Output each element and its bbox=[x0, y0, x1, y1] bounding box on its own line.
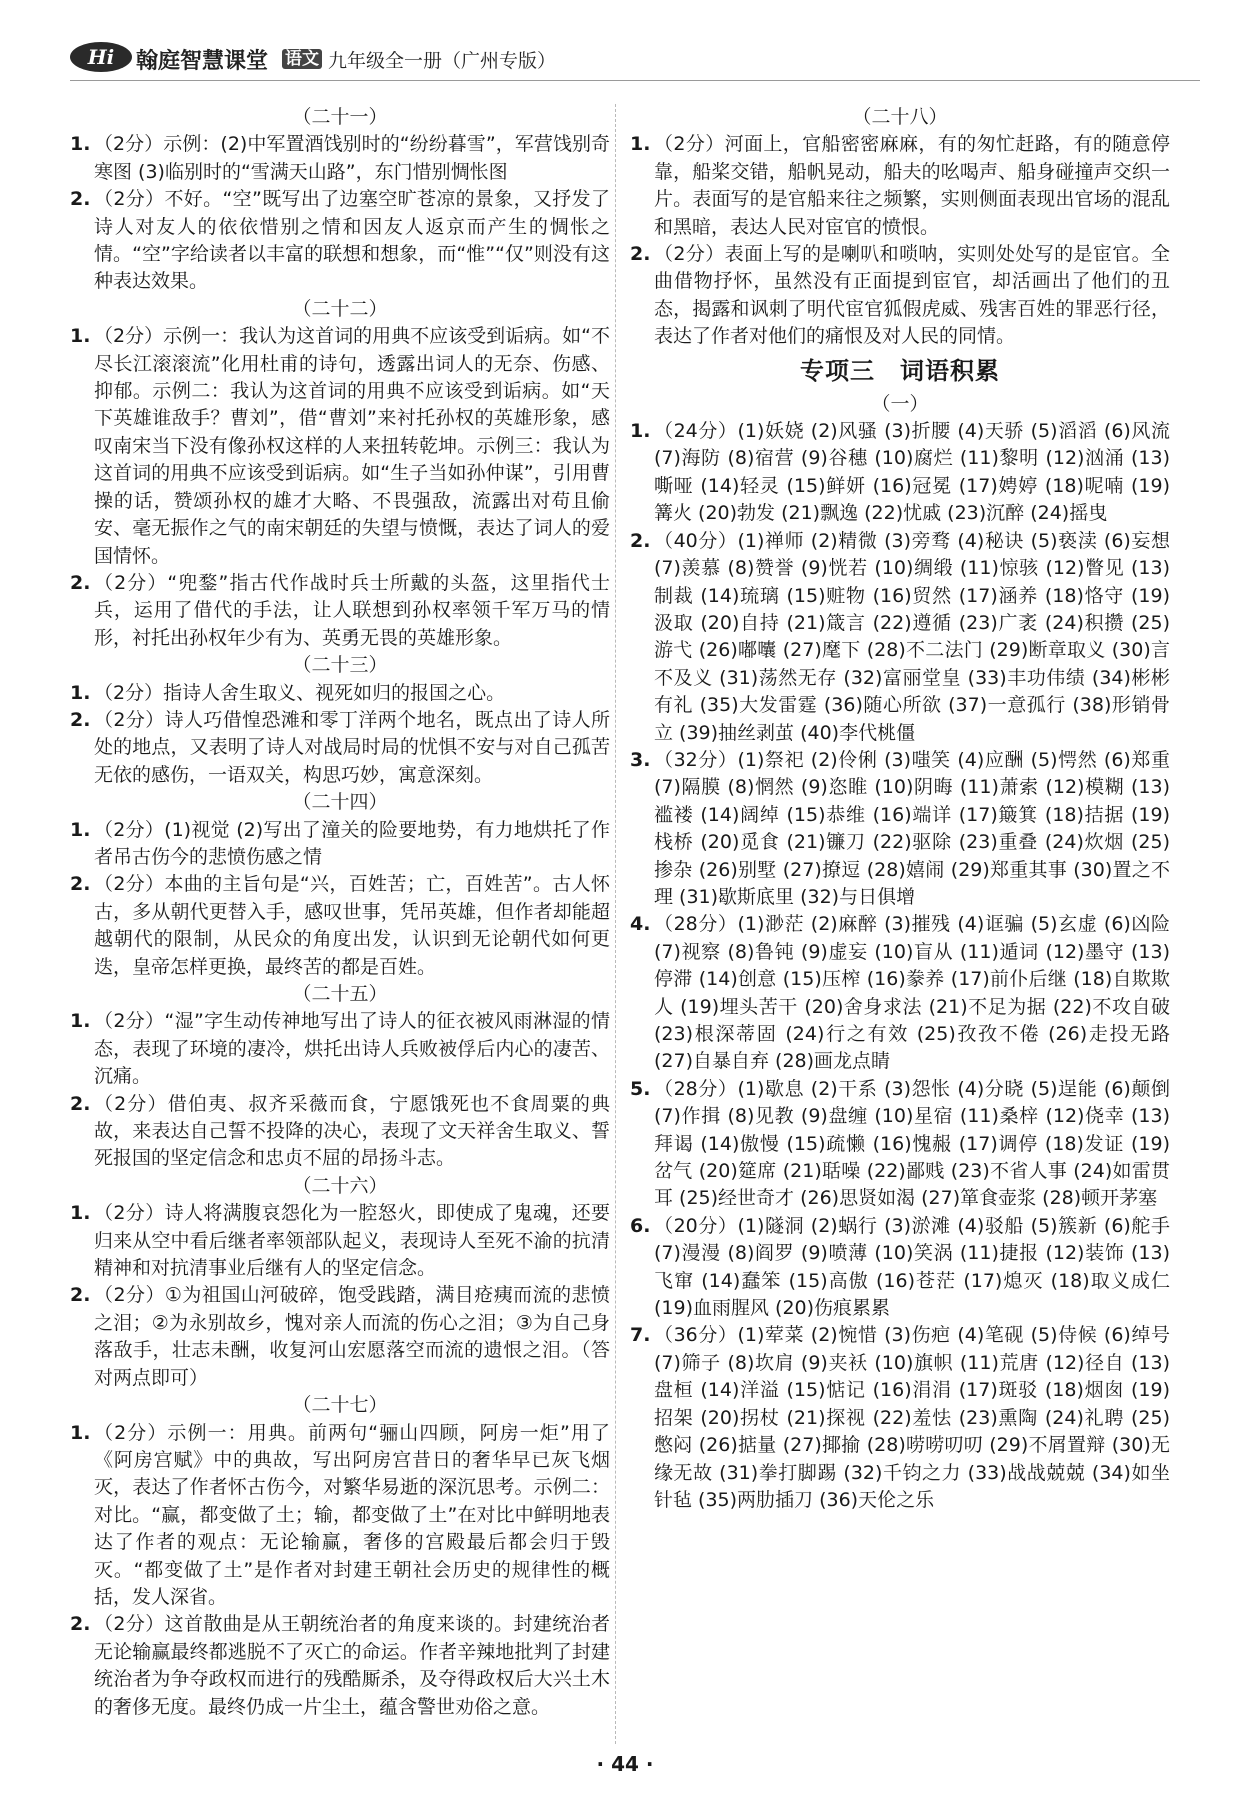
item-number: 1. bbox=[70, 681, 91, 704]
item-text: （2分）表面上写的是喇叭和唢呐，实则处处写的是宦官。全曲借物抒怀，虽然没有正面提到宦官，却活画出了他们的丑态，揭露和讽刺了明代宦官狐假虎威、残害百姓的罪恶行径，表达了作者对他们的痛恨及对人民的同情。 bbox=[654, 243, 1170, 348]
answer-item bbox=[630, 418, 1170, 528]
answer-item bbox=[630, 1076, 1170, 1213]
item-number: 1. bbox=[70, 133, 91, 156]
special-topic-heading: 专项三 词语积累 bbox=[800, 356, 1000, 385]
item-text: （24分）(1)妖娆 (2)风骚 (3)折腰 (4)天骄 (5)滔滔 (6)风流 (7)海防 (8)宿营 (9)谷穗 (10)腐烂 (11)黎明 (12)汹涌 (13)嘶哑 (14)轻灵 (15)鲜妍 (16)冠冕 (17)娉婷 (18)呢喃 (19)篝火 (20)勃发 (21)飘逸 (22)忧戚 (23)沉醉 (24)摇曳 bbox=[654, 420, 1170, 525]
item-number: 1. bbox=[630, 133, 651, 156]
answer-item bbox=[70, 1200, 610, 1282]
answer-item bbox=[70, 1091, 610, 1173]
item-text: （2分）诗人巧借惶恐滩和零丁洋两个地名，既点出了诗人所处的地点，又表明了诗人对战局时局的忧惧不安与对自己孤苦无依的感伤，一语双关，构思巧妙，寓意深刻。 bbox=[94, 708, 610, 786]
answer-item bbox=[630, 1322, 1170, 1514]
item-number: 2. bbox=[630, 529, 651, 552]
section-title: （二十三） bbox=[292, 654, 388, 677]
item-text: （2分）借伯夷、叔齐采薇而食，宁愿饿死也不食周粟的典故，来表达自己誓不投降的决心，表现了文天祥舍生取义、誓死报国的坚定信念和忠贞不屈的昂扬斗志。 bbox=[94, 1092, 610, 1170]
answer-item bbox=[630, 241, 1170, 351]
item-number: 2. bbox=[70, 1284, 91, 1307]
item-number: 4. bbox=[630, 913, 651, 936]
item-number: 2. bbox=[70, 188, 91, 211]
item-number: 1. bbox=[70, 1010, 91, 1033]
item-number: 1. bbox=[70, 1202, 91, 1225]
item-number: 1. bbox=[630, 420, 651, 443]
section-title: （二十六） bbox=[292, 1174, 388, 1197]
item-number: 5. bbox=[630, 1077, 651, 1100]
item-text: （2分）①为祖国山河破碎，饱受践踏，满目疮痍而流的悲愤之泪；②为永别故乡，愧对亲人而流的伤心之泪；③为自己身落敌手，壮志未酬，收复河山宏愿落空而流的遗恨之泪。（答对两点即可） bbox=[94, 1284, 610, 1389]
item-number: 2. bbox=[630, 243, 651, 266]
column-divider bbox=[615, 104, 616, 1744]
answer-item bbox=[70, 131, 610, 186]
answer-item bbox=[70, 570, 610, 652]
section-title: （二十一） bbox=[292, 106, 388, 128]
item-text: （2分）不好。“空”既写出了边塞空旷苍凉的景象，又抒发了诗人对友人的依依惜别之情和因友人返京而产生的惆怅之情。“空”字给读者以丰富的联想和想象，而“惟”“仅”则没有这种表达效果。 bbox=[94, 188, 610, 293]
section-title: （一） bbox=[871, 392, 929, 415]
item-number: 1. bbox=[70, 325, 91, 348]
item-text: （2分）(1)视觉 (2)写出了潼关的险要地势，有力地烘托了作者吊古伤今的悲愤伤感之情 bbox=[94, 818, 610, 868]
section-title: （二十四） bbox=[292, 791, 388, 814]
answer-item bbox=[630, 911, 1170, 1075]
item-number: 1. bbox=[70, 1421, 91, 1444]
item-text: （2分）这首散曲是从王朝统治者的角度来谈的。封建统治者无论输赢最终都逃脱不了灭亡的命运。作者辛辣地批判了封建统治者为争夺政权而进行的残酷厮杀，及夺得政权后大兴土木的奢侈无度。最终仍成一片尘土，蕴含警世劝俗之意。 bbox=[94, 1613, 610, 1718]
item-number: 1. bbox=[70, 818, 91, 841]
item-text: （2分）“兜鍪”指古代作战时兵士所戴的头盔，这里指代士兵，运用了借代的手法，让人联想到孙权率领千军万马的情形，衬托出孙权年少有为、英勇无畏的英雄形象。 bbox=[94, 571, 610, 649]
answer-item bbox=[70, 680, 610, 707]
item-text: （32分）(1)祭祀 (2)伶俐 (3)嗤笑 (4)应酬 (5)愕然 (6)郑重 (7)隔膜 (8)惘然 (9)恣睢 (10)阴晦 (11)萧索 (12)模糊 (13)褴褛 (14)阔绰 (15)恭维 (16)端详 (17)簸箕 (18)拮据 (19)栈桥 (20)觅食 (21)镰刀 (22)驱除 (23)重叠 (24)炊烟 (25)掺杂 (26)别墅 (27)撩逗 (28)嬉闹 (29)郑重其事 (30)置之不理 (31)歇斯底里 (32)与日俱增 bbox=[654, 748, 1170, 908]
item-text: （40分）(1)禅师 (2)精微 (3)旁骛 (4)秘诀 (5)亵渎 (6)妄想 (7)羡慕 (8)赞誉 (9)恍若 (10)绸缎 (11)惊骇 (12)瞥见 (13)制裁 (14)琉璃 (15)赃物 (16)贸然 (17)涵养 (18)恪守 (19)汲取 (20)自持 (21)箴言 (22)遵循 (23)广袤 (24)积攒 (25)游弋 (26)嘟囔 (27)麾下 (28)不二法门 (29)断章取义 (30)言不及义 (31)荡然无存 (32)富丽堂皇 (33)丰功伟绩 (34)彬彬有礼 (35)大发雷霆 (36)随心所欲 (37)一意孤行 (38)形销骨立 (39)抽丝剥茧 (40)李代桃僵 bbox=[654, 529, 1170, 744]
answer-section-21 bbox=[70, 104, 610, 296]
answer-item bbox=[630, 528, 1170, 747]
item-text: （2分）本曲的主旨句是“兴，百姓苦；亡，百姓苦”。古人怀古，多从朝代更替入手，感叹世事，凭吊英雄，但作者却能超越朝代的限制，从民众的角度出发，认识到无论朝代如何更迭，皇帝怎样更换，最终苦的都是百姓。 bbox=[94, 873, 610, 978]
left-column bbox=[70, 104, 610, 1721]
item-text: （2分）河面上，官船密密麻麻，有的匆忙赶路，有的随意停靠，船桨交错，船帆晃动，船夫的吆喝声、船身碰撞声交织一片。表面写的是官船来往之频繁，实则侧面表现出官场的混乱和黑暗，表达人民对宦官的愤恨。 bbox=[654, 133, 1170, 238]
item-text: （28分）(1)渺茫 (2)麻醉 (3)摧残 (4)诓骗 (5)玄虚 (6)凶险 (7)视察 (8)鲁钝 (9)虚妄 (10)盲从 (11)遁词 (12)墨守 (13)停滞 (14)创意 (15)压榨 (16)豢养 (17)前仆后继 (18)自欺欺人 (19)埋头苦干 (20)舍身求法 (21)不足为据 (22)不攻自破 (23)根深蒂固 (24)行之有效 (25)孜孜不倦 (26)走投无路 (27)自暴自弃 (28)画龙点睛 bbox=[654, 913, 1170, 1073]
page-header bbox=[70, 40, 1200, 81]
publisher-logo: Hi bbox=[70, 42, 132, 72]
brand-name: 翰庭智慧课堂 bbox=[136, 49, 269, 74]
answer-section-27 bbox=[70, 1392, 610, 1721]
item-text: （28分）(1)歇息 (2)干系 (3)怨怅 (4)分晓 (5)逞能 (6)颠倒 (7)作揖 (8)见教 (9)盘缠 (10)星宿 (11)桑梓 (12)侥幸 (13)拜谒 (14)傲慢 (15)疏懒 (16)愧赧 (17)调停 (18)发证 (19)岔气 (20)筵席 (21)聒噪 (22)鄙贱 (23)不省人事 (24)如雷贯耳 (25)经世奇才 (26)思贤如渴 (27)箪食壶浆 (28)顿开茅塞 bbox=[654, 1077, 1170, 1210]
right-column bbox=[630, 104, 1170, 1514]
subject-badge: 语文 bbox=[282, 49, 322, 69]
answer-section-25 bbox=[70, 981, 610, 1173]
section-title: （二十五） bbox=[292, 983, 388, 1005]
answer-item bbox=[630, 747, 1170, 911]
item-number: 6. bbox=[630, 1214, 651, 1237]
item-number: 2. bbox=[70, 571, 91, 594]
answer-item bbox=[70, 186, 610, 296]
section-title: （二十二） bbox=[292, 297, 388, 320]
grade-label: 九年级全一册（广州专版） bbox=[328, 50, 557, 72]
item-text: （2分）示例一：我认为这首词的用典不应该受到诟病。如“不尽长江滚滚流”化用杜甫的诗句，透露出词人的无奈、伤感、抑郁。示例二：我认为这首词的用典不应该受到诟病。如“天下英雄谁敌手？曹刘”，借“曹刘”来衬托孙权的英雄形象，感叹南宋当下没有像孙权这样的人来扭转乾坤。示例三：我认为这首词的用典不应该受到诟病。如“生子当如孙仲谋”，引用曹操的话，赞颂孙权的雄才大略、不畏强敌，流露出对苟且偷安、毫无振作之气的南宋朝廷的失望与愤慨，表达了词人的爱国情怀。 bbox=[94, 325, 610, 567]
item-text: （2分）诗人将满腹哀怨化为一腔怒火，即使成了鬼魂，还要归来从空中看后继者率领部队起义，表现诗人至死不渝的抗清精神和对抗清事业后继有人的坚定信念。 bbox=[94, 1202, 610, 1280]
vocabulary-section-1 bbox=[630, 391, 1170, 1515]
answer-section-26 bbox=[70, 1173, 610, 1392]
section-title: （二十八） bbox=[852, 106, 948, 128]
answer-item bbox=[70, 871, 610, 981]
answer-section-23 bbox=[70, 652, 610, 789]
item-number: 2. bbox=[70, 1613, 91, 1636]
item-number: 2. bbox=[70, 1092, 91, 1115]
answer-item bbox=[70, 1282, 610, 1392]
item-number: 2. bbox=[70, 708, 91, 731]
answer-item bbox=[70, 1611, 610, 1721]
answer-section-28 bbox=[630, 104, 1170, 351]
answer-section-24 bbox=[70, 789, 610, 981]
item-text: （36分）(1)荤菜 (2)惋惜 (3)伤疤 (4)笔砚 (5)侍候 (6)绰号 (7)筛子 (8)坎肩 (9)夹袄 (10)旗帜 (11)荒唐 (12)径自 (13)盘桓 (14)洋溢 (15)惦记 (16)涓涓 (17)斑驳 (18)烟囱 (19)招架 (20)拐杖 (21)探视 (22)羞怯 (23)熏陶 (24)礼聘 (25)憋闷 (26)掂量 (27)揶揄 (28)唠唠叨叨 (29)不屑置辩 (30)无缘无故 (31)拳打脚踢 (32)千钧之力 (33)战战兢兢 (34)如坐针毡 (35)两肋插刀 (36)天伦之乐 bbox=[654, 1324, 1170, 1511]
answer-item bbox=[70, 817, 610, 872]
answer-item bbox=[70, 1420, 610, 1612]
item-number: 3. bbox=[630, 748, 651, 771]
answer-item bbox=[70, 323, 610, 570]
answer-item bbox=[70, 707, 610, 789]
page-number: · 44 · bbox=[596, 1752, 654, 1776]
item-text: （20分）(1)隧洞 (2)蜗行 (3)淤滩 (4)驳船 (5)簇新 (6)舵手 (7)漫漫 (8)阎罗 (9)喷薄 (10)笑涡 (11)捷报 (12)装饰 (13)飞窜 (14)蠢笨 (15)高傲 (16)苍茫 (17)熄灭 (18)取义成仁 (19)血雨腥风 (20)伤痕累累 bbox=[654, 1214, 1170, 1320]
item-text: （2分）示例：(2)中军置酒饯别时的“纷纷暮雪”，军营饯别奇寒图 (3)临别时的“雪满天山路”，东门惜别惆怅图 bbox=[94, 133, 610, 183]
answer-section-22 bbox=[70, 296, 610, 652]
item-text: （2分）示例一：用典。前两句“骊山四顾，阿房一炬”用了《阿房宫赋》中的典故，写出阿房宫昔日的奢华早已灰飞烟灭，表达了作者怀古伤今，对繁华易逝的深沉思考。示例二：对比。“赢，都变做了土；输，都变做了土”在对比中鲜明地表达了作者的观点：无论输赢，奢侈的宫殿最后都会归于毁灭。“都变做了土”是作者对封建王朝社会历史的规律性的概括，发人深省。 bbox=[94, 1421, 610, 1608]
answer-item bbox=[630, 1213, 1170, 1323]
item-text: （2分）“湿”字生动传神地写出了诗人的征衣被风雨淋湿的情态，表现了环境的凄冷，烘托出诗人兵败被俘后内心的凄苦、沉痛。 bbox=[94, 1010, 610, 1088]
item-number: 7. bbox=[630, 1324, 651, 1347]
answer-item bbox=[70, 1008, 610, 1090]
answer-item bbox=[630, 131, 1170, 241]
item-text: （2分）指诗人舍生取义、视死如归的报国之心。 bbox=[94, 681, 506, 704]
item-number: 2. bbox=[70, 873, 91, 896]
section-title: （二十七） bbox=[292, 1394, 388, 1417]
